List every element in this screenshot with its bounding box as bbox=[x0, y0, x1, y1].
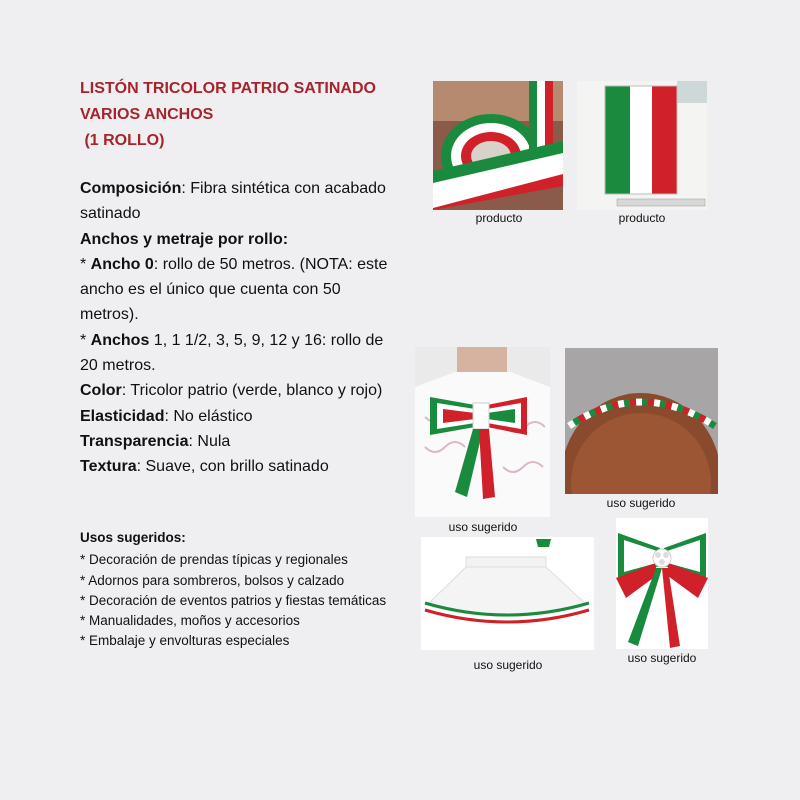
spec-value: : rollo de 50 metros. (NOTA: este ancho es el único que cuenta con 50 metros). bbox=[80, 255, 388, 324]
title-line-3: (1 ROLLO) bbox=[80, 132, 165, 149]
spec-transparency bbox=[80, 429, 400, 454]
uses-list bbox=[80, 550, 400, 651]
skirt-image bbox=[421, 537, 594, 650]
spec-width-0 bbox=[80, 252, 400, 328]
spec-value: : No elástico bbox=[164, 407, 253, 425]
shirt-bow-photo bbox=[415, 347, 550, 517]
spec-widths-other bbox=[80, 328, 400, 379]
caption-roll-1: producto bbox=[475, 211, 523, 225]
specifications bbox=[80, 176, 400, 480]
spec-value: : Nula bbox=[188, 432, 231, 450]
uses-heading: Usos sugeridos: bbox=[80, 530, 186, 545]
spec-label: Anchos bbox=[90, 331, 150, 349]
spec-label: Color bbox=[80, 382, 122, 400]
spec-label: Anchos y metraje por rollo: bbox=[80, 230, 289, 248]
spec-color bbox=[80, 378, 400, 403]
headband-image bbox=[565, 348, 718, 494]
caption-skirt: uso sugerido bbox=[473, 658, 543, 672]
spec-elasticity bbox=[80, 404, 400, 429]
spec-value: : Fibra sintética con acabado satinado bbox=[80, 180, 386, 223]
product-title bbox=[80, 76, 400, 154]
spec-label: Composición bbox=[80, 180, 182, 197]
spec-label: Ancho 0 bbox=[90, 255, 154, 273]
spec-texture bbox=[80, 454, 400, 479]
caption-headband: uso sugerido bbox=[606, 496, 676, 510]
spec-label: Transparencia bbox=[80, 432, 189, 450]
shirt-bow-image bbox=[415, 347, 550, 517]
caption-roll-2: producto bbox=[618, 211, 666, 225]
hair-bow-image bbox=[616, 518, 708, 649]
title-line-1: LISTÓN TRICOLOR PATRIO SATINADO bbox=[80, 80, 376, 97]
ribbon-spool-image bbox=[577, 81, 707, 210]
spec-label: Elasticidad bbox=[80, 407, 165, 425]
list-item: * Decoración de prendas típicas y regionales bbox=[80, 552, 348, 568]
skirt-photo bbox=[421, 537, 594, 650]
suggested-uses bbox=[80, 528, 400, 652]
caption-shirt-bow: uso sugerido bbox=[448, 520, 518, 534]
list-item: * Decoración de eventos patrios y fiestas temáticas bbox=[80, 592, 387, 608]
caption-hair-bow: uso sugerido bbox=[627, 651, 697, 665]
title-line-2: VARIOS ANCHOS bbox=[80, 106, 214, 123]
ribbon-roll-photo-2 bbox=[577, 81, 707, 210]
spec-prefix: * bbox=[80, 255, 91, 273]
spec-value: : Tricolor patrio (verde, blanco y rojo) bbox=[121, 382, 383, 400]
hair-bow-photo bbox=[616, 518, 708, 649]
spec-widths-heading bbox=[80, 227, 400, 252]
ribbon-roll-image bbox=[433, 81, 563, 210]
spec-label: Textura bbox=[80, 458, 137, 476]
spec-value: : Suave, con brillo satinado bbox=[136, 458, 329, 476]
list-item: * Adornos para sombreros, bolsos y calzado bbox=[80, 572, 345, 588]
list-item: * Embalaje y envolturas especiales bbox=[80, 633, 290, 649]
spec-prefix: * bbox=[80, 331, 91, 349]
ribbon-roll-photo-1 bbox=[433, 81, 563, 210]
headband-photo bbox=[565, 348, 718, 494]
spec-composition bbox=[80, 176, 400, 227]
spec-value: 1, 1 1/2, 3, 5, 9, 12 y 16: rollo de 20 metros. bbox=[80, 331, 384, 375]
list-item: * Manualidades, moños y accesorios bbox=[80, 613, 300, 629]
